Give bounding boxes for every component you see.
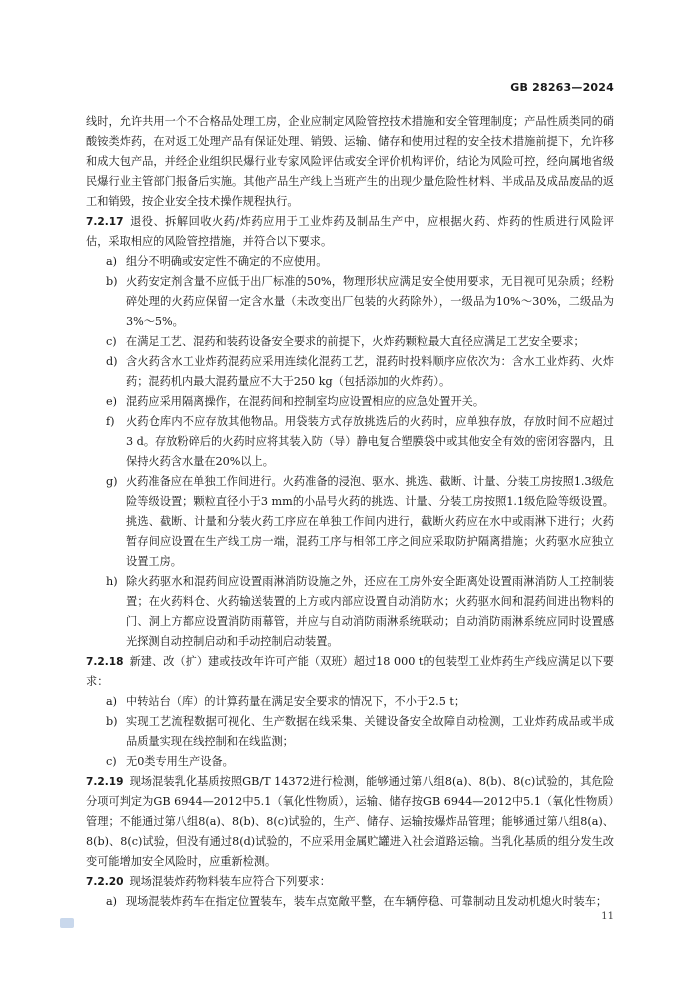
item-marker: b) [106,715,118,728]
list-item [86,252,614,272]
item-text: 除火药驱水和混药间应设置雨淋消防设施之外，还应在工房外安全距离处设置雨淋消防人工控制装置；在火药料仓、火药输送装置的上方或内部应设置自动消防水；火药驱水间和混药间进出物料的门、洞上方都应设置消防雨幕管，并应与自动消防雨淋系统联动；自动消防雨淋系统应同时设置感光探测自动控制启动和手动控制启动装置。 [126,575,614,648]
item-text: 现场混装炸药车在指定位置装车，装车点宽敞平整，在车辆停稳、可靠制动且发动机熄火时装车； [126,895,608,908]
item-text: 火药准备应在单独工作间进行。火药准备的浸泡、驱水、挑选、截断、计量、分装工房按照1.3级危险等级设置；颗粒直径小于3 mm的小品号火药的挑选、计量、分装工房按照1.1级危险等级设置。挑选、截断、计量和分装火药工序应在单独工作间内进行，截断火药应在水中或雨淋下进行；火药暂存间应设置在生产线工房一端，混药工序与相邻工序之间应采取防护隔离措施；火药驱水应独立设置工房。 [126,475,614,568]
standard-id: GB 28263—2024 [510,81,614,94]
item-marker: h) [106,575,118,588]
item-marker: a) [106,695,118,708]
item-text: 含火药含水工业炸药混药应采用连续化混药工艺，混药时投料顺序应依次为：含水工业炸药、火炸药；混药机内最大混药量应不大于250 kg（包括添加的火炸药）。 [126,355,614,388]
clause-number: 7.2.18 [86,656,124,668]
item-marker: e) [106,395,117,408]
clause-text: 新建、改（扩）建或技改年许可产能（双班）超过18 000 t的包装型工业炸药生产线应满足以下要求： [86,655,614,688]
clause-text: 现场混装炸药物料装车应符合下列要求： [129,875,331,888]
watermark-stamp-icon [60,918,74,928]
item-marker: a) [106,255,118,268]
list-item [86,352,614,392]
list-item [86,712,614,752]
list-item [86,332,614,352]
list-item [86,572,614,652]
list-item [86,892,614,912]
clause-text: 退役、拆解回收火药/炸药应用于工业炸药及制品生产中，应根据火药、炸药的性质进行风险评估，采取相应的风险管控措施，并符合以下要求。 [86,215,614,248]
list-item [86,692,614,712]
item-text: 组分不明确或安定性不确定的不应使用。 [126,255,328,268]
clause-7-2-19 [86,772,614,872]
item-marker: a) [106,895,118,908]
clause-7-2-17 [86,212,614,252]
document-body [86,112,614,912]
clause-number: 7.2.17 [86,216,124,228]
list-item [86,392,614,412]
paragraph: 线时，允许共用一个不合格品处理工房，企业应制定风险管控技术措施和安全管理制度；产品性质类同的硝酸铵类炸药，在对返工处理产品有保证处理、销毁、运输、储存和使用过程的安全技术措施前提下，允许移和成大包产品，并经企业组织民爆行业专家风险评估或安全评价机构评价，结论为风险可控，经向属地省级民爆行业主管部门报备后实施。其他产品生产线上当班产生的出现少量危险性材料、半成品及成品废品的返工和销毁，按企业安全技术操作规程执行。 [86,115,614,208]
clause-7-2-18 [86,652,614,692]
item-marker: g) [106,475,118,488]
item-text: 实现工艺流程数据可视化、生产数据在线采集、关键设备安全故障自动检测，工业炸药成品或半成品质量实现在线控制和在线监测； [126,715,614,748]
item-text: 在满足工艺、混药和装药设备安全要求的前提下，火炸药颗粒最大直径应满足工艺安全要求； [126,335,585,348]
item-text: 无0类专用生产设备。 [126,755,234,768]
item-text: 火药仓库内不应存放其他物品。用袋装方式存放挑选后的火药时，应单独存放，存放时间不应超过3 d。存放粉碎后的火药时应将其装入防（导）静电复合塑膜袋中或其他安全有效的密闭容器内，且保持火药含水量在20%以上。 [126,415,614,468]
item-marker: c) [106,335,117,348]
item-marker: d) [106,355,118,368]
item-text: 火药安定剂含量不应低于出厂标准的50%，物理形状应满足安全使用要求，无目视可见杂质；经粉碎处理的火药应保留一定含水量（未改变出厂包装的火药除外），一级品为10%～30%，二级品为3%～5%。 [126,275,614,328]
clause-number: 7.2.20 [86,876,124,888]
item-text: 混药应采用隔离操作，在混药间和控制室均应设置相应的应急处置开关。 [126,395,485,408]
item-marker: f) [106,415,115,428]
clause-text: 现场混装乳化基质按照GB/T 14372进行检测，能够通过第八组8(a)、8(b)、8(c)试验的，其危险分项可判定为GB 6944—2012中5.1（氧化性物质），运输、储存按GB 6944—2012中5.1（氧化性物质）管理；不能通过第八组8(a)、8(b)、8(c)试验的，生产、储存、运输按爆炸品管理；能够通过第八组8(a)、8(b)、8(c)试验，但没有通过8(d)试验的，不应采用金属贮罐进入社会道路运输。当乳化基质的组分发生改变可能增加安全风险时，应重新检测。 [86,775,614,868]
item-marker: b) [106,275,118,288]
page-number: 11 [601,911,614,922]
clause-number: 7.2.19 [86,776,124,788]
item-text: 中转站台（库）的计算药量在满足安全要求的情况下，不小于2.5 t； [126,695,466,708]
list-item [86,272,614,332]
item-marker: c) [106,755,117,768]
list-item [86,412,614,472]
clause-7-2-20 [86,872,614,892]
list-item [86,752,614,772]
list-item [86,472,614,572]
